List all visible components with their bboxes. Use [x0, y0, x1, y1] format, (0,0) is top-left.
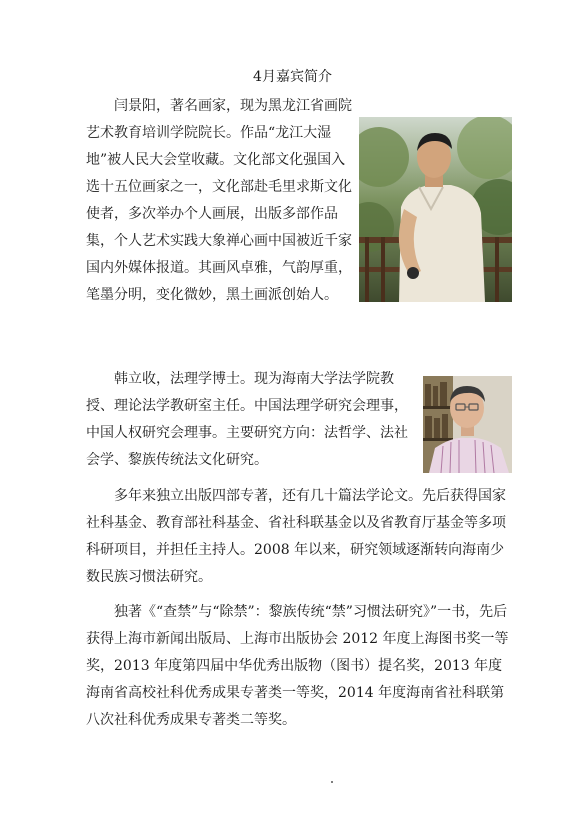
painter-portrait-image [359, 117, 512, 302]
guest2-awards-paragraph: 独著《“查禁”与“除禁”：黎族传统“禁”习惯法研究》”一书，先后获得上海市新闻出版局、上海市出版协会 2012 年度上海图书奖一等奖，2013 年度第四届中华优秀出版物（图书）提名奖，2013 年度海南省高校社科优秀成果专著类一等奖，2014 年度海南省社科联第八次社科优秀成果专著类二等奖。 [86, 604, 509, 728]
guest2-bio: 韩立收，法理学博士。现为海南大学法学院教授、理论法学教研室主任。中国法理学研究会理事，中国人权研究会理事。主要研究方向：法哲学、法社会学、黎族传统法文化研究。 [86, 371, 408, 468]
guest1-bio: 闫景阳，著名画家，现为黑龙江省画院艺术教育培训学院院长。作品“龙江大湿地”被人民大会堂收藏。文化部文化强国入选十五位画家之一，文化部赴毛里求斯文化使者，多次举办个人画展，出版多部作品集，个人艺术实践大象禅心画中国被近千家国内外媒体报道。其画风卓雅，气韵厚重，笔墨分明，变化微妙，黑土画派创始人。 [86, 98, 352, 303]
scan-speck [331, 781, 333, 783]
professor-portrait-image [423, 376, 512, 473]
page-title: 4月嘉宾简介 [253, 69, 332, 85]
guest1-photo [359, 117, 512, 302]
guest2-works-paragraph: 多年来独立出版四部专著，还有几十篇法学论文。先后获得国家社科基金、教育部社科基金、省社科联基金以及省教育厅基金等多项科研项目，并担任主持人。2008 年以来，研究领域逐渐转向海南少数民族习惯法研究。 [86, 488, 506, 585]
guest2-photo [423, 376, 512, 473]
